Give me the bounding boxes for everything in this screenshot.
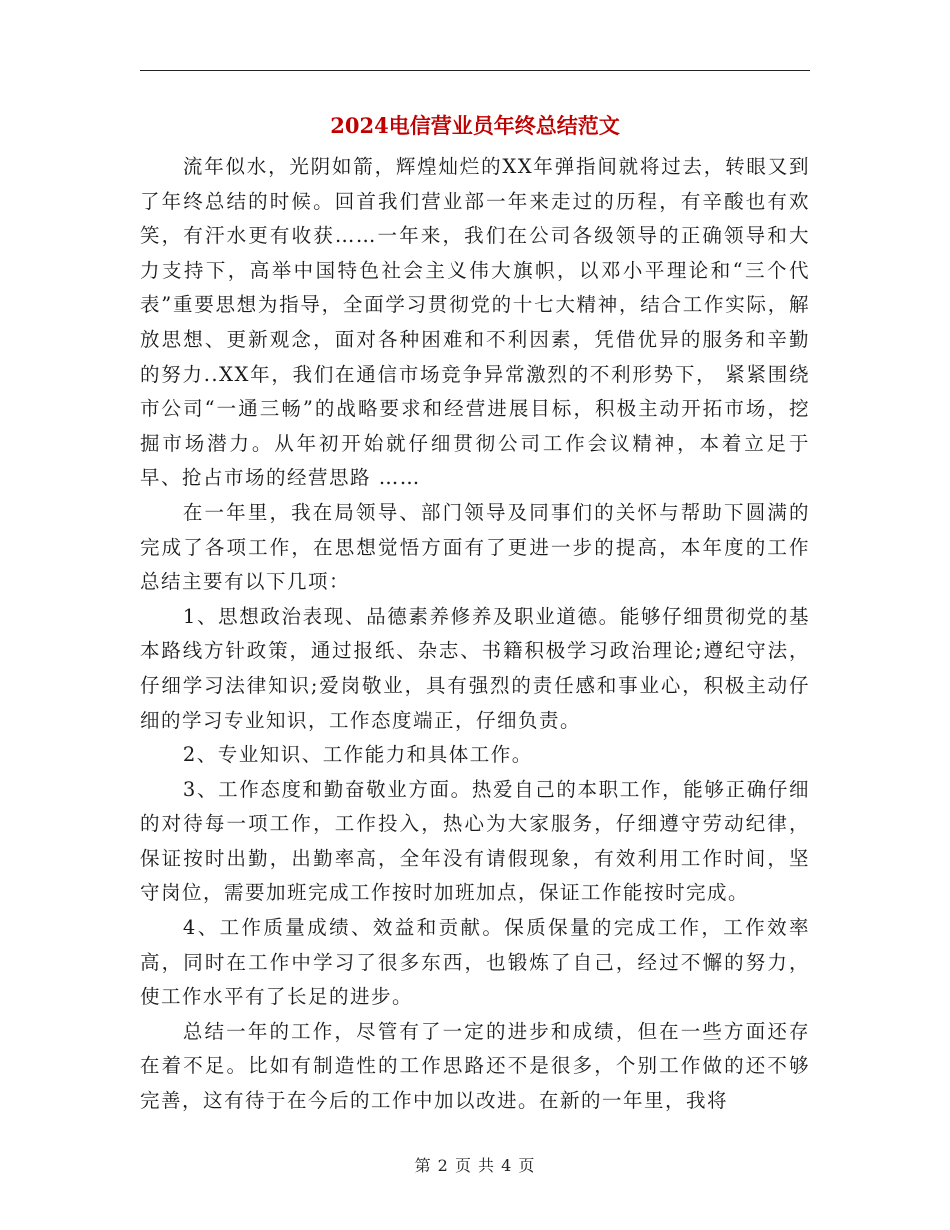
paragraph-intro: 流年似水，光阴如箭，辉煌灿烂的XX年弹指间就将过去，转眼又到了年终总结的时候。回首我们营业部一年来走过的历程，有辛酸也有欢笑，有汗水更有收获……一年来，我们在公司各级领导的正确领导和大力支持下，高举中国特色社会主义伟大旗帜，以邓小平理论和“三个代表”重要思想为指导，全面学习贯彻党的十七大精神，结合工作实际，解放思想、更新观念，面对各种困难和不利因素，凭借优异的服务和辛勤的努力..XX年，我们在通信市场竞争异常激烈的不利形势下， 紧紧围绕市公司“一通三畅”的战略要求和经营进展目标，积极主动开拓市场，挖掘市场潜力。从年初开始就仔细贯彻公司工作会议精神，本着立足于早、抢占市场的经营思路 …… xyxy=(140,155,810,490)
paragraph-item-3: 3、工作态度和勤奋敬业方面。热爱自己的本职工作，能够正确仔细的对待每一项工作，工作投入，热心为大家服务，仔细遵守劳动纪律，保证按时出勤，出勤率高，全年没有请假现象，有效利用工作时间，坚守岗位，需要加班完成工作按时加班加点，保证工作能按时完成。 xyxy=(140,777,810,905)
document-body xyxy=(140,150,810,1119)
page-number: 第 2 页 共 4 页 xyxy=(414,1156,536,1175)
paragraph-item-1: 1、思想政治表现、品德素养修养及职业道德。能够仔细贯彻党的基本路线方针政策，通过报纸、杂志、书籍积极学习政治理论;遵纪守法，仔细学习法律知识;爱岗敬业，具有强烈的责任感和事业心，积极主动仔细的学习专业知识，工作态度端正，仔细负责。 xyxy=(140,604,810,732)
paragraph-item-4: 4、工作质量成绩、效益和贡献。保质保量的完成工作，工作效率高，同时在工作中学习了很多东西，也锻炼了自己，经过不懈的努力，使工作水平有了长足的进步。 xyxy=(140,916,810,1009)
document-title: 2024电信营业员年终总结范文 xyxy=(330,113,620,138)
header-rule xyxy=(140,70,810,71)
paragraph-overview: 在一年里，我在局领导、部门领导及同事们的关怀与帮助下圆满的完成了各项工作，在思想觉悟方面有了更进一步的提高，本年度的工作总结主要有以下几项： xyxy=(140,500,810,594)
paragraph-item-2: 2、专业知识、工作能力和具体工作。 xyxy=(182,743,533,767)
paragraph-summary: 总结一年的工作，尽管有了一定的进步和成绩，但在一些方面还存在着不足。比如有制造性的工作思路还不是很多，个别工作做的还不够完善，这有待于在今后的工作中加以改进。在新的一年里，我将 xyxy=(140,1019,810,1113)
